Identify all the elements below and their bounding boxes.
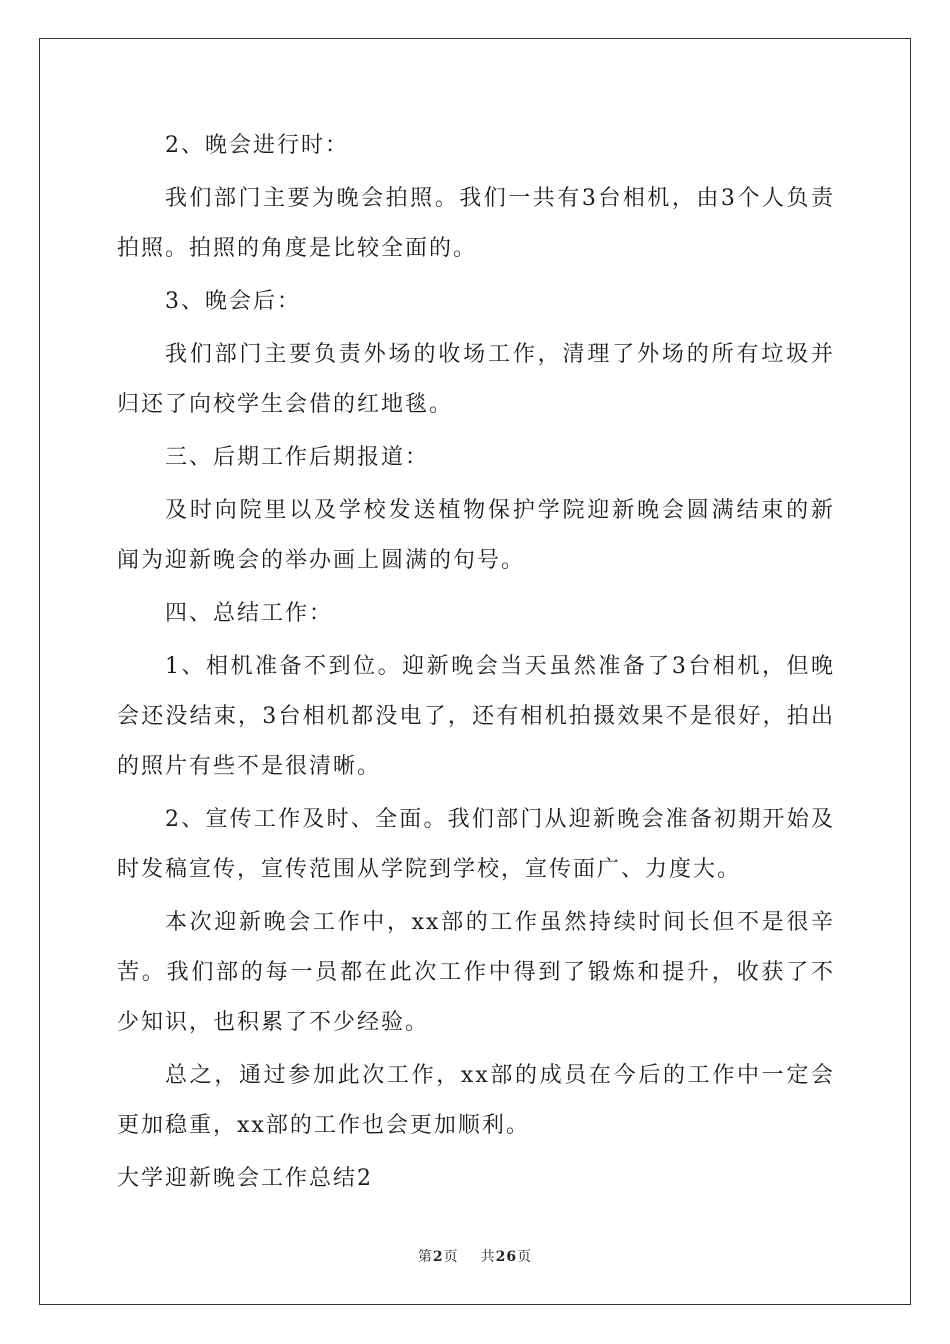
page-prefix: 第 — [417, 1249, 433, 1265]
page-footer — [0, 1246, 950, 1266]
total-pages: 26 — [495, 1249, 518, 1265]
paragraph: 我们部门主要负责外场的收场工作，清理了外场的所有垃圾并归还了向校学生会借的红地毯。 — [117, 342, 835, 417]
total-prefix: 共 — [480, 1249, 496, 1265]
total-suffix: 页 — [517, 1249, 533, 1265]
paragraph: 三、后期工作后期报道： — [165, 445, 430, 470]
paragraph: 四、总结工作： — [165, 601, 334, 626]
paragraph: 我们部门主要为晚会拍照。我们一共有3台相机，由3个人负责拍照。拍照的角度是比较全面的。 — [117, 186, 835, 261]
paragraph: 1、相机准备不到位。迎新晚会当天虽然准备了3台相机，但晚会还没结束，3台相机都没电了，还有相机拍摄效果不是很好，拍出的照片有些不是很清晰。 — [117, 654, 835, 779]
paragraph: 2、宣传工作及时、全面。我们部门从迎新晚会准备初期开始及时发稿宣传，宣传范围从学院到学校，宣传面广、力度大。 — [117, 807, 835, 882]
paragraph: 本次迎新晚会工作中，xx部的工作虽然持续时间长但不是很辛苦。我们部的每一员都在此次工作中得到了锻炼和提升，收获了不少知识，也积累了不少经验。 — [117, 910, 835, 1035]
paragraph: 2、晚会进行时： — [165, 133, 349, 158]
paragraph: 3、晚会后： — [165, 289, 301, 314]
paragraph: 总之，通过参加此次工作，xx部的成员在今后的工作中一定会更加稳重，xx部的工作也会更加顺利。 — [117, 1063, 835, 1138]
page-suffix: 页 — [443, 1249, 459, 1265]
page-number: 2 — [432, 1249, 444, 1265]
document-body — [117, 121, 835, 1204]
section-heading: 大学迎新晚会工作总结2 — [117, 1166, 373, 1191]
paragraph: 及时向院里以及学校发送植物保护学院迎新晚会圆满结束的新闻为迎新晚会的举办画上圆满的句号。 — [117, 498, 835, 573]
